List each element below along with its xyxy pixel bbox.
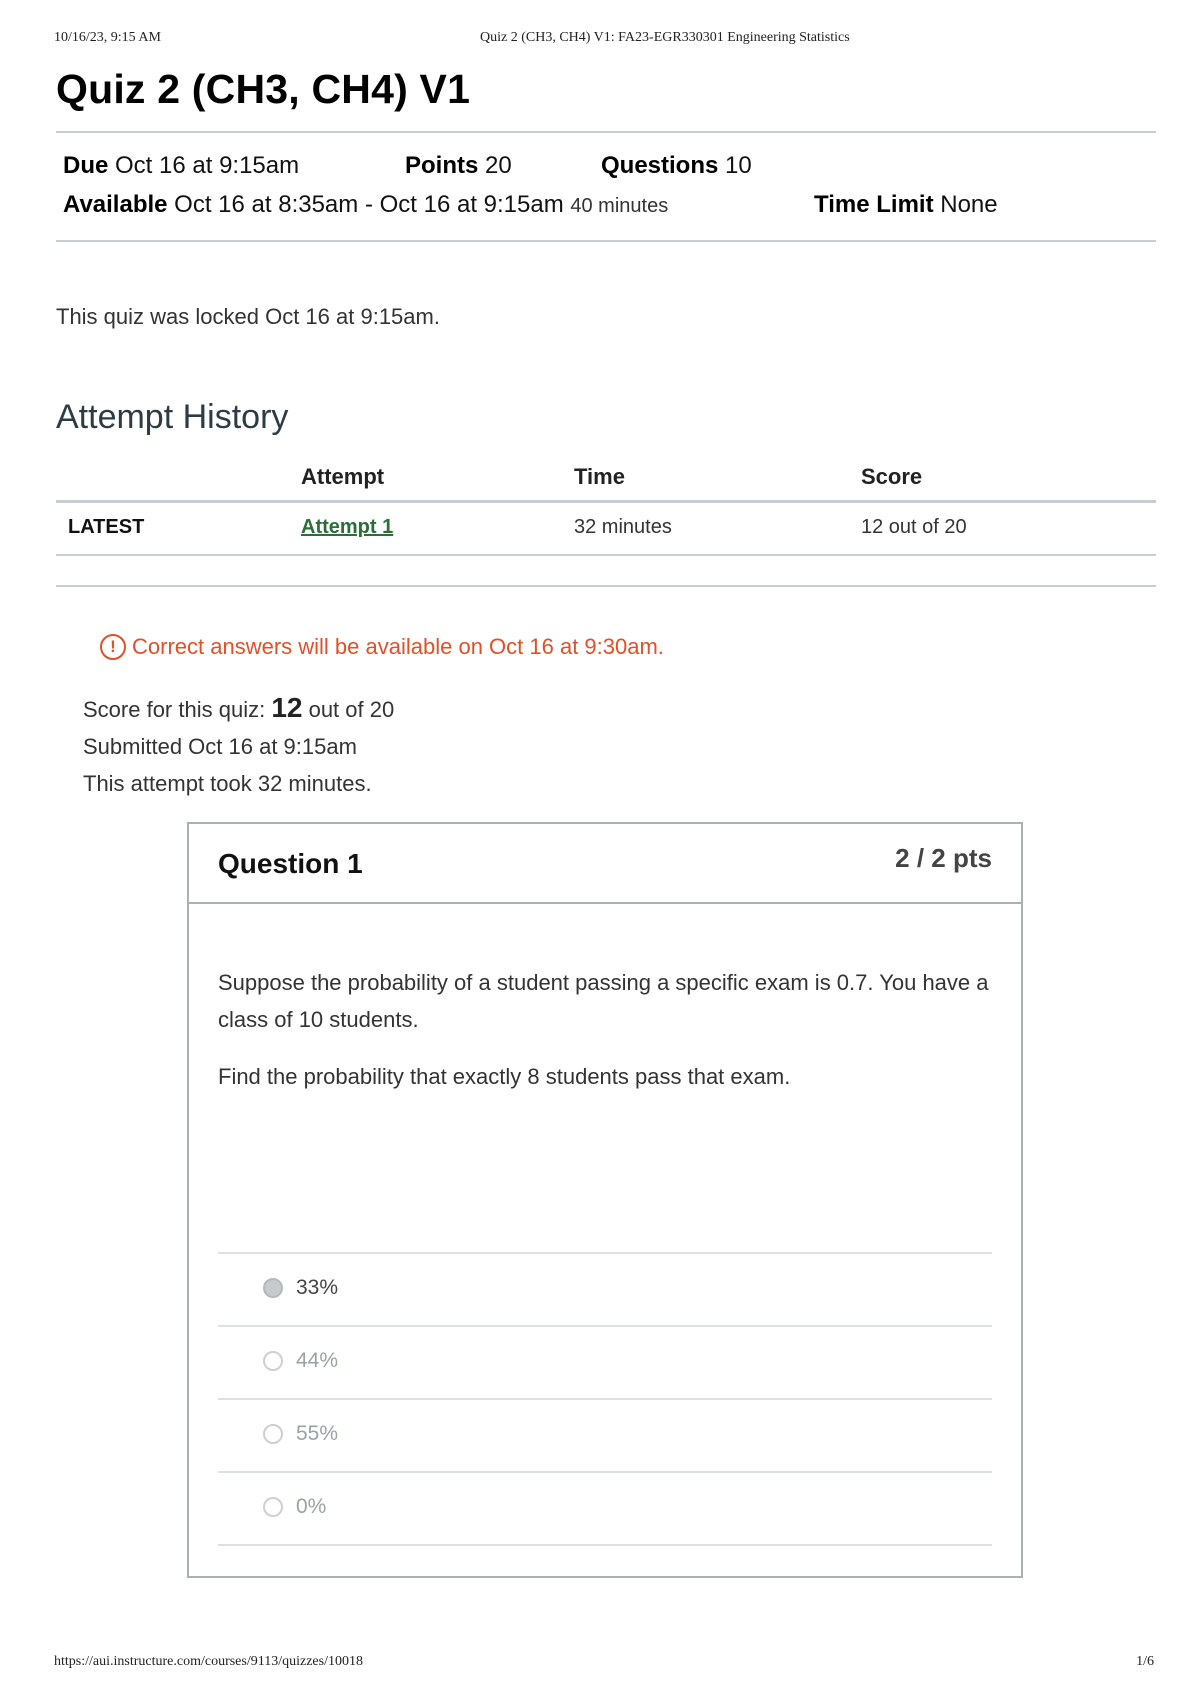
print-timestamp: 10/16/23, 9:15 AM bbox=[54, 30, 161, 45]
due-label: Due bbox=[63, 152, 109, 179]
answer-text: 33% bbox=[296, 1276, 339, 1299]
page-number: 1/6 bbox=[1136, 1654, 1154, 1669]
points-info bbox=[405, 152, 512, 180]
radio-empty-icon[interactable] bbox=[263, 1351, 283, 1371]
score-suffix: out of 20 bbox=[302, 697, 395, 722]
page-url: https://aui.instructure.com/courses/9113/quizzes/10018 bbox=[54, 1654, 363, 1669]
alert-circle-icon: ! bbox=[100, 634, 126, 660]
due-info bbox=[63, 152, 299, 180]
available-label: Available bbox=[63, 191, 168, 218]
submitted-info: Submitted Oct 16 at 9:15am bbox=[83, 734, 357, 759]
question-card bbox=[187, 822, 1023, 1578]
question-header bbox=[189, 824, 1021, 904]
answer-option[interactable] bbox=[218, 1398, 992, 1471]
available-value: Oct 16 at 8:35am - Oct 16 at 9:15am bbox=[174, 191, 564, 218]
answer-text: 0% bbox=[296, 1495, 327, 1518]
radio-empty-icon[interactable] bbox=[263, 1424, 283, 1444]
answer-option[interactable] bbox=[218, 1471, 992, 1546]
time-limit-info bbox=[814, 191, 998, 219]
radio-selected-icon[interactable] bbox=[263, 1278, 283, 1298]
correct-answers-notice bbox=[100, 634, 664, 660]
question-text-paragraph-2: Find the probability that exactly 8 students pass that exam. bbox=[218, 1064, 791, 1089]
column-header-attempt: Attempt bbox=[301, 464, 385, 489]
attempt-duration-info: This attempt took 32 minutes. bbox=[83, 771, 372, 796]
header-divider-top bbox=[56, 131, 1156, 133]
question-text-paragraph-1: Suppose the probability of a student passing a specific exam is 0.7. You have a class of 10 students. bbox=[218, 970, 989, 1032]
available-duration: 40 minutes bbox=[570, 195, 669, 217]
score-value: 12 bbox=[271, 692, 303, 723]
radio-empty-icon[interactable] bbox=[263, 1497, 283, 1517]
answer-option[interactable] bbox=[218, 1252, 992, 1325]
attempt-1-link[interactable]: Attempt 1 bbox=[301, 516, 394, 538]
question-name: Question 1 bbox=[218, 848, 363, 879]
answer-list bbox=[218, 1252, 992, 1546]
question-points: 2 / 2 pts bbox=[895, 843, 992, 873]
attempt-time: 32 minutes bbox=[574, 516, 672, 538]
quiz-title: Quiz 2 (CH3, CH4) V1 bbox=[56, 66, 471, 112]
score-summary bbox=[83, 692, 394, 724]
locked-message: This quiz was locked Oct 16 at 9:15am. bbox=[56, 304, 440, 329]
due-value: Oct 16 at 9:15am bbox=[115, 152, 300, 179]
print-page-title: Quiz 2 (CH3, CH4) V1: FA23-EGR330301 Engineering Statistics bbox=[480, 30, 850, 45]
table-header-divider bbox=[56, 500, 1156, 503]
questions-label: Questions bbox=[601, 152, 719, 179]
time-limit-value: None bbox=[940, 191, 998, 218]
notice-text: Correct answers will be available on Oct 16 at 9:30am. bbox=[132, 634, 664, 659]
answer-text: 55% bbox=[296, 1422, 339, 1445]
attempt-history-table bbox=[56, 458, 1156, 558]
print-header bbox=[54, 30, 1154, 50]
attempt-score: 12 out of 20 bbox=[861, 516, 967, 538]
points-value: 20 bbox=[485, 152, 512, 179]
score-prefix: Score for this quiz: bbox=[83, 697, 272, 722]
column-header-score: Score bbox=[861, 464, 923, 489]
header-divider-bottom bbox=[56, 240, 1156, 242]
answer-option[interactable] bbox=[218, 1325, 992, 1398]
table-row-divider bbox=[56, 554, 1156, 556]
questions-info bbox=[601, 152, 752, 180]
question-text bbox=[218, 964, 998, 1115]
time-limit-label: Time Limit bbox=[814, 191, 934, 218]
column-header-time: Time bbox=[574, 464, 625, 489]
answer-text: 44% bbox=[296, 1349, 339, 1372]
questions-value: 10 bbox=[725, 152, 752, 179]
points-label: Points bbox=[405, 152, 479, 179]
available-info bbox=[63, 191, 668, 219]
section-divider bbox=[56, 585, 1156, 587]
attempt-history-title: Attempt History bbox=[56, 398, 289, 436]
latest-tag: LATEST bbox=[68, 516, 145, 538]
